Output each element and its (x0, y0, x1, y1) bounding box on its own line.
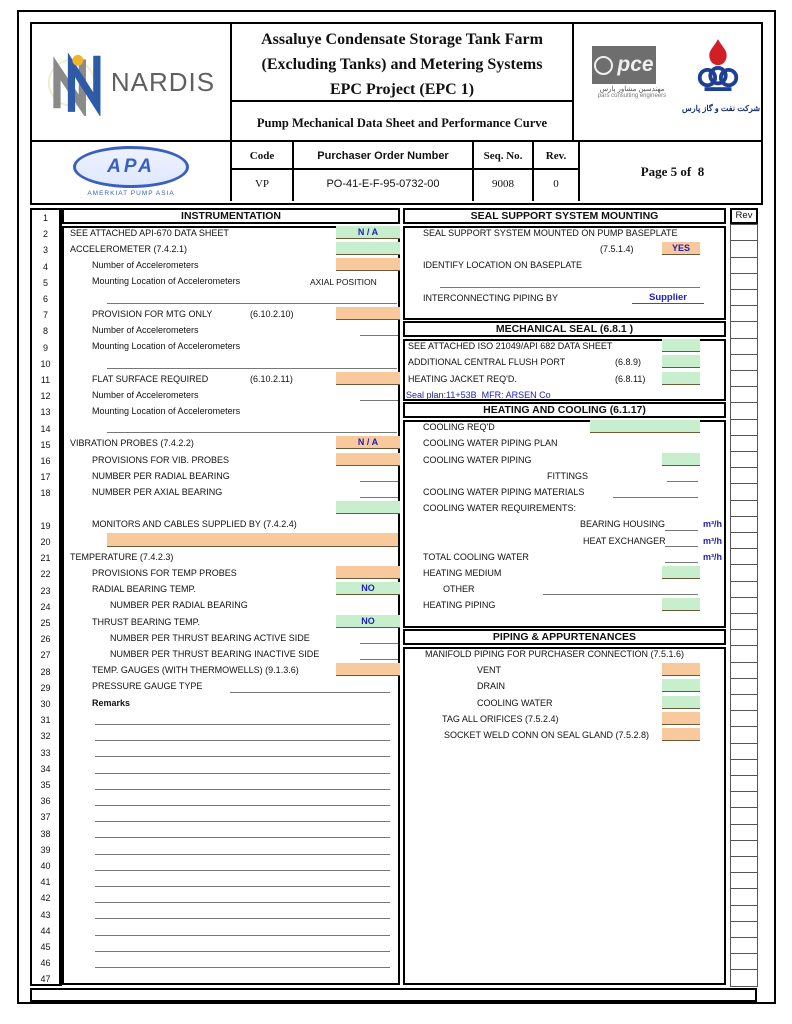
input-cell[interactable]: NO (336, 615, 400, 628)
blank-line (360, 481, 398, 482)
rev-column-header: Rev (730, 208, 758, 224)
rev-cell[interactable] (730, 662, 758, 679)
field-label: Number of Accelerometers (92, 324, 199, 335)
blank-line (107, 368, 397, 369)
input-cell[interactable] (336, 372, 400, 385)
rev-cell[interactable] (730, 807, 758, 824)
row-number: 13 (40, 407, 51, 418)
row-number: 45 (40, 942, 51, 952)
input-cell[interactable] (662, 663, 700, 676)
field-label: PROVISIONS FOR VIB. PROBES (92, 454, 230, 465)
rev-cell[interactable] (730, 516, 758, 533)
rev-cell[interactable] (730, 451, 758, 468)
blank-line (665, 546, 698, 547)
po-label: Purchaser Order Number (294, 142, 472, 170)
field-label: FLAT SURFACE REQUIRED (92, 373, 209, 384)
rev-cell[interactable] (730, 305, 758, 322)
input-cell[interactable] (336, 566, 400, 579)
po-value: PO-41-E-F-95-0732-00 (326, 178, 440, 190)
rev-cell[interactable] (730, 629, 758, 646)
field-label: VENT (477, 665, 502, 676)
field-label: Mounting Location of Accelerometers (92, 405, 241, 416)
rev-cell[interactable] (730, 370, 758, 387)
field-label: COOLING WATER PIPING MATERIALS (423, 486, 585, 497)
unit-label: m³/h (703, 551, 722, 562)
blank-line (95, 805, 390, 806)
row-number: 11 (40, 375, 51, 385)
rev-cell[interactable] (730, 710, 758, 727)
field-label: NUMBER PER AXIAL BEARING (92, 486, 223, 497)
row-number: 32 (40, 731, 51, 742)
row-number: 36 (40, 796, 51, 807)
blank-line (95, 724, 390, 725)
field-label: Remarks (92, 697, 131, 708)
rev-cell[interactable] (730, 872, 758, 889)
row-number: 20 (40, 537, 51, 547)
field-label: HEATING PIPING (423, 600, 496, 611)
row-number: 37 (40, 812, 51, 823)
rev-cell[interactable] (730, 548, 758, 565)
blank-line (665, 562, 698, 563)
rev-cell[interactable] (730, 726, 758, 743)
blank-line (665, 530, 698, 531)
input-cell[interactable] (662, 339, 700, 352)
ref-label: (6.10.2.11) (250, 373, 293, 384)
row-number: 23 (40, 585, 51, 596)
input-cell[interactable] (336, 258, 400, 271)
pce-logo-text: pce (617, 53, 654, 76)
input-cell[interactable]: NO (336, 582, 400, 595)
field-label: INTERCONNECTING PIPING BY (423, 292, 559, 303)
blank-line (440, 287, 700, 288)
row-number: 28 (40, 666, 51, 677)
blank-line (107, 303, 397, 304)
field-label: OTHER (443, 584, 475, 595)
row-number: 9 (42, 342, 48, 353)
blank-line (360, 643, 398, 644)
input-cell[interactable] (662, 566, 700, 579)
rev-cell[interactable] (730, 759, 758, 776)
rev-cell[interactable] (730, 856, 758, 873)
field-label: SEAL SUPPORT SYSTEM MOUNTED ON PUMP BASEPLATE (423, 227, 678, 238)
row-number: 41 (40, 877, 51, 888)
section-header: INSTRUMENTATION (62, 208, 400, 224)
field-label: NUMBER PER THRUST BEARING ACTIVE SIDE (110, 632, 310, 643)
rev-cell[interactable] (730, 224, 758, 241)
field-label: SEE ATTACHED API-670 DATA SHEET (70, 227, 229, 238)
field-label: NUMBER PER THRUST BEARING INACTIVE SIDE (110, 648, 320, 659)
apa-caption: AMERKIAT PUMP ASIA (87, 190, 175, 197)
company-name: NARDIS (110, 66, 216, 97)
row-number: 35 (40, 780, 51, 790)
section-header: MECHANICAL SEAL (6.8.1 ) (403, 321, 726, 337)
section-header: PIPING & APPURTENANCES (403, 629, 726, 645)
blank-line (360, 497, 398, 498)
blank-line (95, 951, 390, 952)
field-label: HEATING MEDIUM (423, 567, 502, 578)
row-number: 7 (42, 310, 48, 321)
rev-label: Rev. (534, 142, 578, 170)
blank-line (95, 756, 390, 757)
row-number: 34 (40, 763, 51, 774)
rev-cell[interactable] (730, 500, 758, 517)
rev-cell[interactable] (730, 532, 758, 549)
field-label: Mounting Location of Accelerometers (92, 276, 241, 287)
row-number: 27 (40, 650, 51, 661)
row-number: 40 (40, 861, 51, 871)
input-cell[interactable] (336, 663, 400, 676)
input-cell[interactable] (662, 696, 700, 709)
blank-line (95, 902, 390, 903)
rev-cell[interactable] (730, 597, 758, 614)
field-label: TEMPERATURE (7.4.2.3) (70, 551, 174, 562)
row-number: 3 (42, 245, 48, 256)
rev-cell[interactable] (730, 840, 758, 857)
rev-cell[interactable] (730, 402, 758, 419)
page-number: Page 5 of 8 (640, 164, 705, 179)
row-number: 16 (40, 456, 51, 466)
blank-line (95, 967, 390, 968)
blank-line (95, 854, 390, 855)
field-label: Seal plan:11+53B MFR: ARSEN Co (406, 389, 551, 400)
blank-line (95, 740, 390, 741)
row-number: 44 (40, 925, 51, 936)
field-label: ACCELEROMETER (7.4.2.1) (70, 243, 188, 254)
rev-cell[interactable] (730, 791, 758, 808)
row-number: 47 (40, 974, 51, 985)
field-label: RADIAL BEARING TEMP. (92, 584, 196, 595)
rev-cell[interactable] (730, 240, 758, 257)
project-title-line1: Assaluye Condensate Storage Tank Farm (261, 31, 543, 48)
field-label: PRESSURE GAUGE TYPE (92, 681, 203, 692)
row-number: 24 (40, 601, 51, 612)
input-cell[interactable] (662, 712, 700, 725)
rev-cell[interactable] (730, 289, 758, 306)
blank-line (95, 821, 390, 822)
row-number: 2 (42, 229, 48, 240)
value-text: Supplier (632, 291, 704, 304)
rev-cell[interactable] (730, 321, 758, 338)
field-label: SEE ATTACHED ISO 21049/API 682 DATA SHEET (408, 341, 613, 352)
blank-line (667, 481, 698, 482)
blank-line (613, 497, 698, 498)
seq-value: 9008 (492, 178, 514, 190)
rev-cell[interactable] (730, 386, 758, 403)
row-number: 6 (42, 294, 48, 304)
seq-label: Seq. No. (474, 142, 532, 170)
rev-cell[interactable] (730, 921, 758, 938)
input-cell[interactable] (336, 242, 400, 255)
row-number: 8 (42, 326, 48, 337)
section-header: SEAL SUPPORT SYSTEM MOUNTING (403, 208, 726, 224)
row-number: 26 (40, 634, 51, 645)
rev-cell[interactable] (730, 338, 758, 355)
unit-label: m³/h (703, 535, 722, 546)
blank-line (95, 773, 390, 774)
field-label: HEAT EXCHANGER (583, 535, 666, 546)
ref-label: (6.8.11) (615, 373, 646, 384)
input-cell[interactable] (336, 501, 400, 514)
rev-cell[interactable] (730, 613, 758, 630)
field-label: COOLING WATER PIPING (423, 454, 532, 465)
row-number: 10 (40, 358, 51, 369)
rev-cell[interactable] (730, 905, 758, 922)
row-number: 15 (40, 439, 51, 450)
rev-cell[interactable] (730, 775, 758, 792)
note-text: AXIAL POSITION (310, 276, 377, 287)
field-label: PROVISION FOR MTG ONLY (92, 308, 213, 319)
field-label: COOLING WATER PIPING PLAN (423, 438, 558, 449)
row-number: 33 (40, 747, 51, 758)
row-number: 31 (40, 715, 51, 726)
input-cell[interactable] (662, 372, 700, 385)
input-cell[interactable] (590, 420, 700, 433)
field-label: SOCKET WELD CONN ON SEAL GLAND (7.5.2.8) (444, 729, 650, 740)
row-number: 29 (40, 682, 51, 693)
section-box (403, 226, 726, 321)
row-number: 1 (42, 213, 48, 223)
rev-cell[interactable] (730, 467, 758, 484)
input-cell[interactable]: YES (662, 242, 700, 255)
field-label: DRAIN (477, 681, 506, 692)
field-label: COOLING WATER REQUIREMENTS: (423, 503, 577, 514)
rev-cell[interactable] (730, 743, 758, 760)
document-title: Pump Mechanical Data Sheet and Performance Curve (256, 116, 548, 130)
rev-cell[interactable] (730, 953, 758, 970)
field-label: COOLING REQ'D (423, 422, 495, 433)
pogc-caption: شرکت نفت و گاز پارس (682, 104, 761, 113)
unit-label: m³/h (703, 519, 722, 530)
row-number: 12 (40, 391, 51, 402)
row-number: 38 (40, 828, 51, 839)
ref-label: (6.10.2.10) (250, 308, 294, 319)
row-number: 21 (40, 553, 51, 564)
instrumentation-panel (62, 208, 400, 986)
rev-cell[interactable] (730, 564, 758, 581)
input-cell[interactable]: N / A (336, 226, 400, 239)
input-cell[interactable] (662, 679, 700, 692)
blank-line (360, 335, 398, 336)
field-label: Number of Accelerometers (92, 389, 199, 400)
rev-cell[interactable] (730, 969, 758, 986)
row-number: 4 (42, 261, 48, 272)
rev-cell[interactable] (730, 824, 758, 841)
input-cell[interactable] (662, 728, 700, 741)
blank-line (360, 400, 398, 401)
ref-label: (7.5.1.4) (600, 243, 634, 254)
row-number: 18 (40, 488, 51, 499)
field-label: THRUST BEARING TEMP. (92, 616, 201, 627)
blank-line (543, 594, 698, 595)
project-title-line3: EPC Project (EPC 1) (329, 81, 475, 98)
rev-value: 0 (553, 178, 559, 190)
rev-cell[interactable] (730, 257, 758, 274)
rev-cell[interactable] (730, 888, 758, 905)
field-label: TEMP. GAUGES (WITH THERMOWELLS) (9.1.3.6) (92, 665, 299, 676)
rev-cell[interactable] (730, 354, 758, 371)
row-number: 30 (40, 699, 51, 709)
input-cell[interactable] (336, 307, 400, 320)
blank-line (95, 886, 390, 887)
rev-cell[interactable] (730, 645, 758, 662)
section-box (403, 420, 726, 628)
blank-line (95, 870, 390, 871)
field-label: Number of Accelerometers (92, 260, 199, 271)
field-label: HEATING JACKET REQ'D. (408, 373, 517, 384)
seal-piping-panel (403, 208, 726, 986)
blank-line (95, 918, 390, 919)
field-label: Mounting Location of Accelerometers (92, 341, 241, 352)
rev-cell[interactable] (730, 678, 758, 695)
blank-line (95, 789, 390, 790)
code-label: Code (232, 142, 292, 170)
row-number: 42 (40, 893, 51, 904)
row-number: 17 (40, 472, 51, 483)
pce-caption-farsi: مهندسين مشاور پارس (599, 86, 665, 93)
blank-line (107, 432, 397, 433)
field-label: FITTINGS (547, 470, 588, 481)
input-cell[interactable] (662, 453, 700, 466)
input-bar[interactable] (107, 533, 398, 547)
blank-line (95, 935, 390, 936)
row-number: 22 (40, 569, 51, 580)
field-label: ADDITIONAL CENTRAL FLUSH PORT (408, 357, 566, 368)
apa-logo-text: APA (107, 156, 155, 177)
row-number: 5 (42, 277, 48, 288)
rev-cell[interactable] (730, 435, 758, 452)
field-label: IDENTIFY LOCATION ON BASEPLATE (423, 260, 583, 271)
field-label: TAG ALL ORIFICES (7.5.2.4) (442, 713, 559, 724)
section-header: HEATING AND COOLING (6.1.17) (403, 402, 726, 418)
row-number: 46 (40, 958, 51, 969)
ref-label: (6.8.9) (615, 357, 642, 368)
field-label: MONITORS AND CABLES SUPPLIED BY (7.4.2.4) (92, 519, 297, 530)
field-label: NUMBER PER RADIAL BEARING (110, 600, 248, 611)
field-label: PROVISIONS FOR TEMP PROBES (92, 567, 237, 578)
rev-cell[interactable] (730, 273, 758, 290)
field-label: VIBRATION PROBES (7.4.2.2) (70, 438, 194, 449)
blank-line (360, 659, 398, 660)
input-cell[interactable] (662, 355, 700, 368)
rev-cell[interactable] (730, 937, 758, 954)
input-cell[interactable] (662, 598, 700, 611)
footer-strip (30, 988, 757, 1002)
field-label: TOTAL COOLING WATER (423, 551, 529, 562)
rev-cell[interactable] (730, 581, 758, 598)
input-cell[interactable] (336, 453, 400, 466)
row-number: 25 (40, 618, 51, 628)
code-value: VP (254, 178, 270, 190)
blank-line (95, 837, 390, 838)
field-label: NUMBER PER RADIAL BEARING (92, 470, 230, 481)
field-label: COOLING WATER (477, 697, 553, 708)
rev-cell[interactable] (730, 694, 758, 711)
row-number: 14 (40, 423, 51, 434)
pce-caption-english: pars consulting engineers (597, 93, 667, 99)
blank-line (230, 692, 390, 693)
project-title-line2: (Excluding Tanks) and Metering Systems (261, 56, 543, 73)
row-number: 39 (40, 844, 51, 855)
field-label: BEARING HOUSING (580, 519, 666, 530)
rev-cell[interactable] (730, 483, 758, 500)
field-label: MANIFOLD PIPING FOR PURCHASER CONNECTION (7.5.1.6) (425, 648, 685, 659)
input-cell[interactable]: N / A (336, 436, 400, 449)
row-number-column (30, 208, 62, 986)
rev-cell[interactable] (730, 419, 758, 436)
row-number: 19 (40, 520, 51, 531)
row-number: 43 (40, 909, 51, 920)
